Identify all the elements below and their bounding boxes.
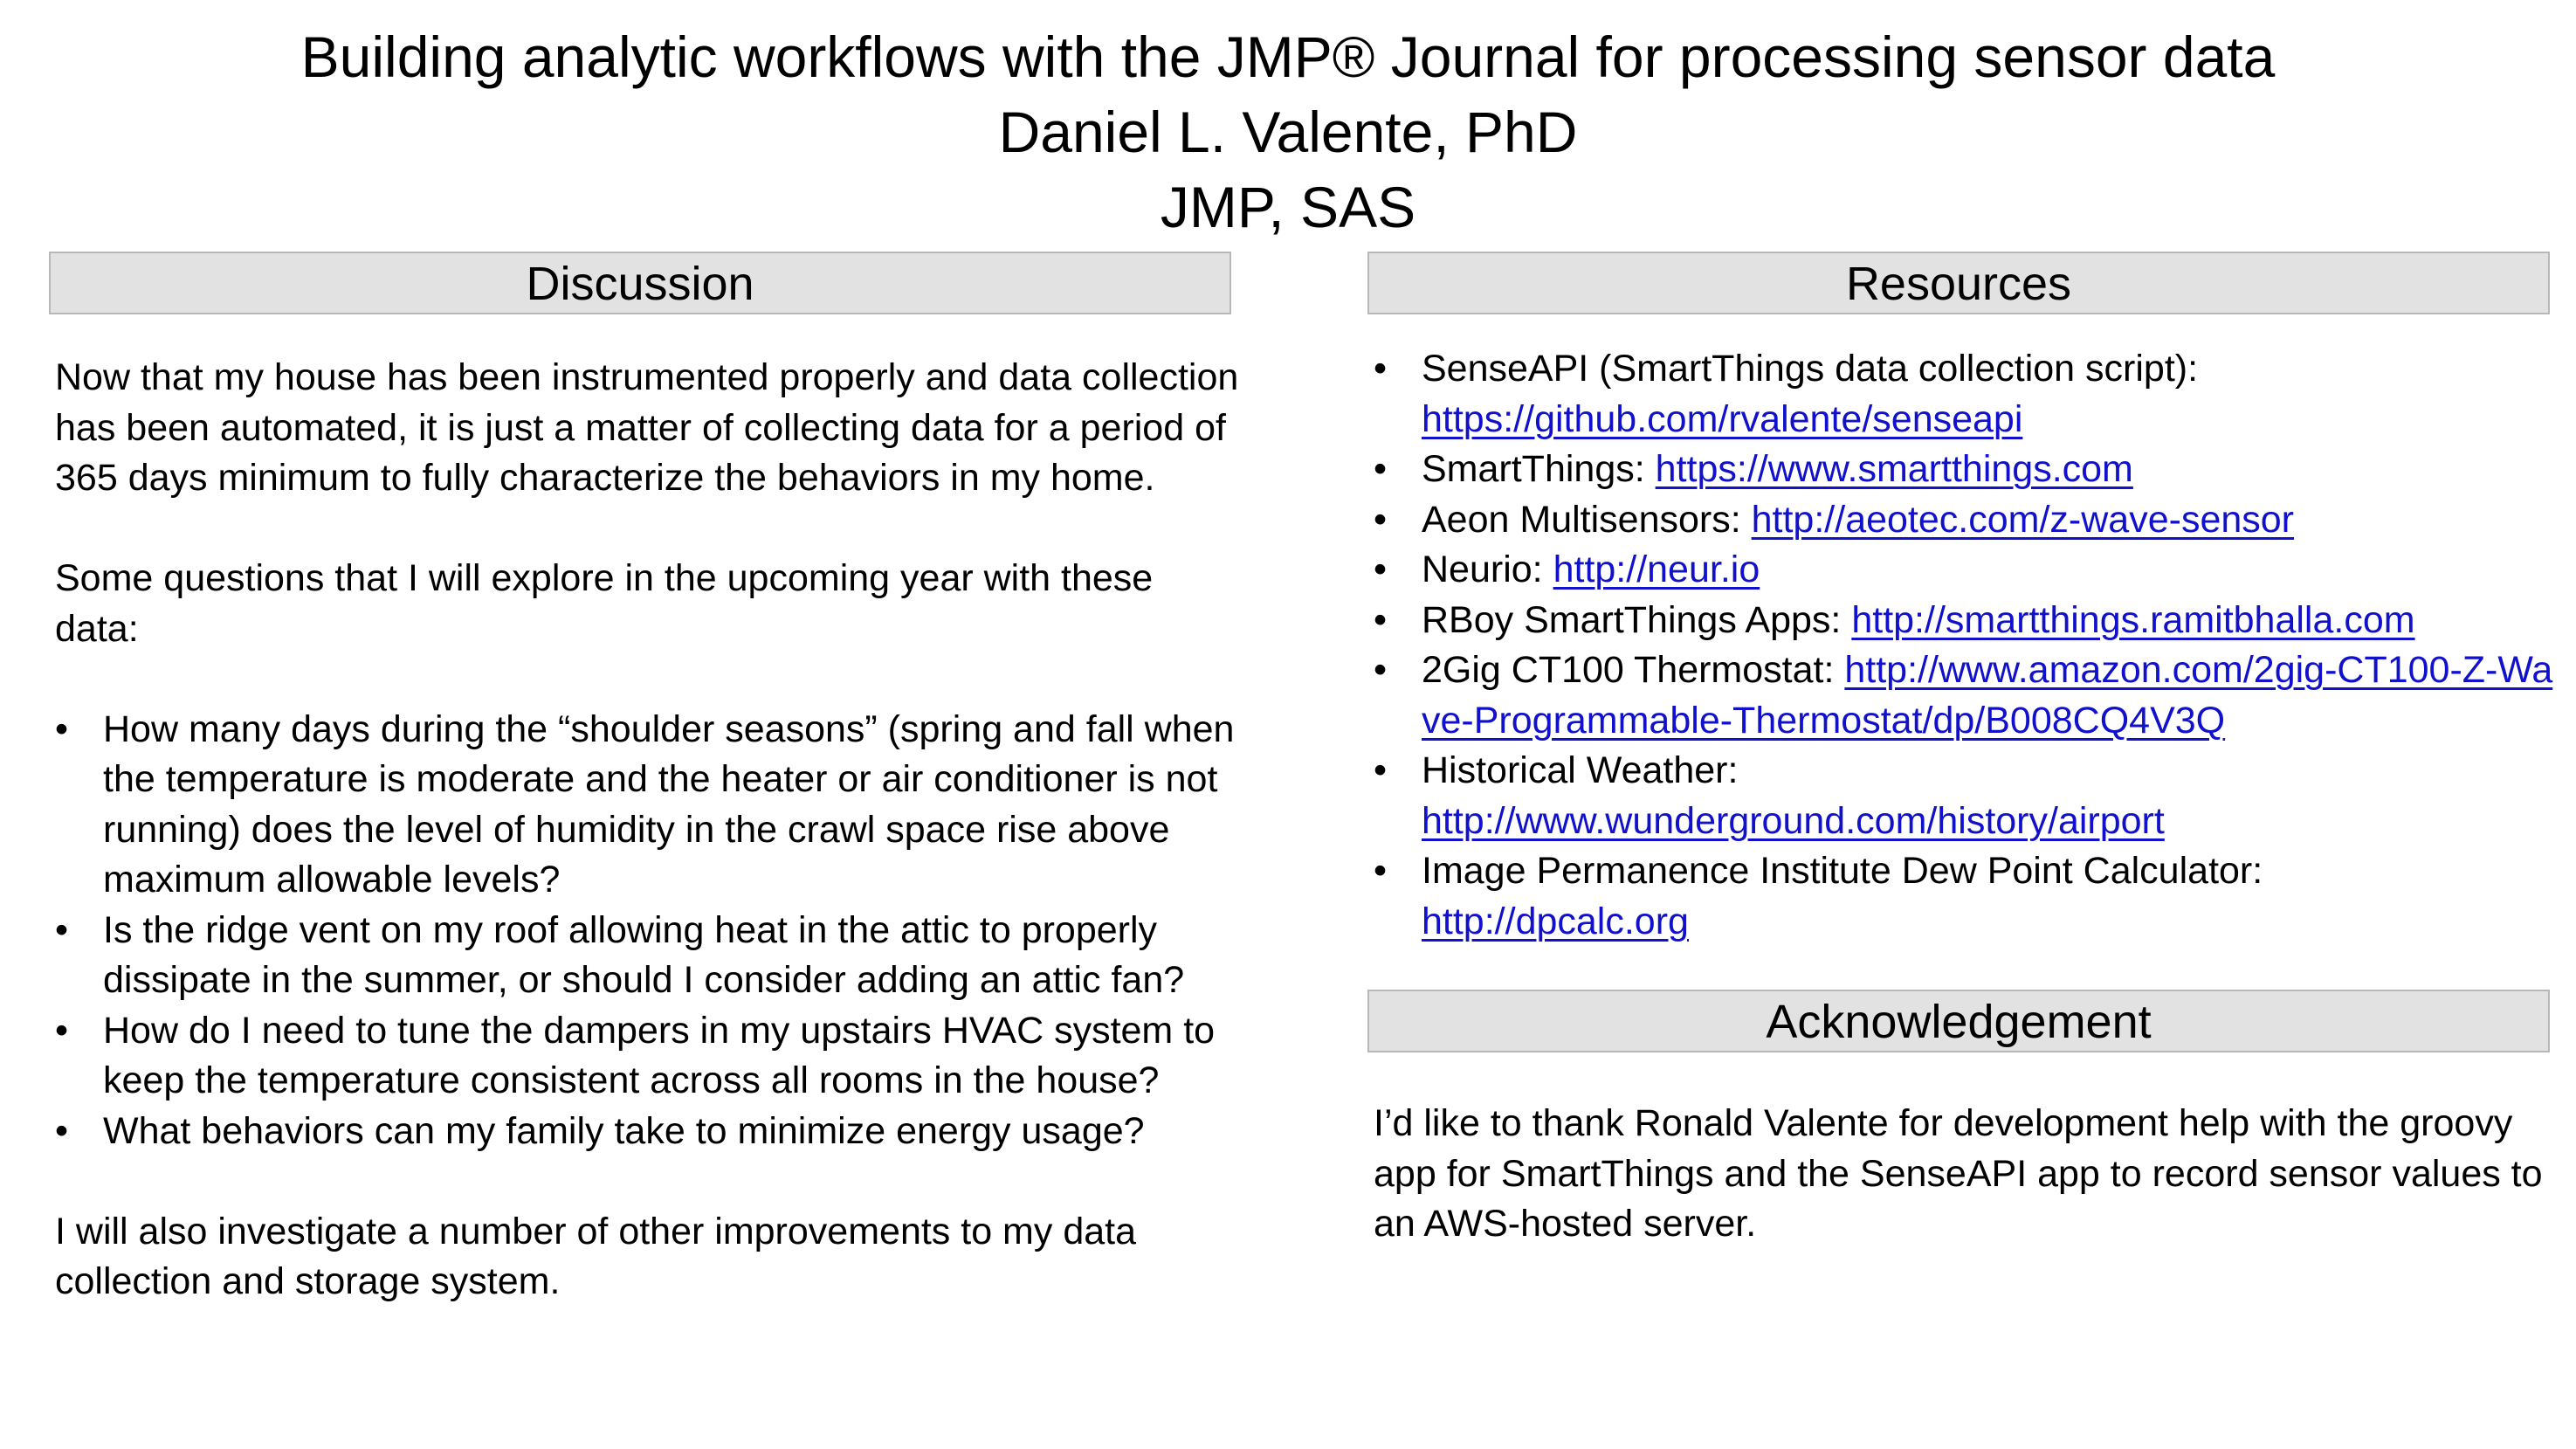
list-item: [1374, 344, 2561, 445]
resource-label: Aeon Multisensors:: [1422, 498, 1741, 541]
resource-link[interactable]: http://aeotec.com/z-wave-sensor: [1751, 498, 2295, 541]
list-item: [1374, 746, 2561, 846]
bullet-icon: •: [55, 908, 69, 951]
resource-link[interactable]: https://www.smartthings.com: [1655, 448, 2133, 490]
resource-label: Historical Weather:: [1422, 749, 1739, 791]
resource-label: SmartThings:: [1422, 448, 1645, 490]
resource-link[interactable]: http://www.wunderground.com/history/airport: [1422, 799, 2165, 842]
author-name: Daniel L. Valente, PhD: [998, 100, 1578, 164]
acknowledgement-heading: Acknowledgement: [1367, 990, 2550, 1052]
resource-link[interactable]: http://www.amazon.com/2gig-CT100-Z-Wave-Programmable-Thermostat/dp/B008CQ4V3Q: [1422, 649, 2553, 742]
discussion-body: [55, 353, 1243, 1308]
discussion-paragraph: I will also investigate a number of other improvements to my data collection and storage system.: [55, 1210, 1137, 1302]
bullet-icon: •: [55, 1009, 69, 1052]
poster-title: Building analytic workflows with the JMP® Journal for processing sensor data: [300, 24, 2276, 89]
bullet-icon: •: [1374, 549, 1388, 590]
paragraph-spacer: [55, 654, 1243, 705]
acknowledgement-text: I’d like to thank Ronald Valente for development help with the groovy app for SmartThings and the SenseAPI app to record sensor values to an AWS-hosted server.: [1374, 1102, 2543, 1245]
resource-label: Neurio:: [1422, 549, 1543, 590]
list-item: [55, 1107, 1243, 1157]
poster-header: [0, 19, 2576, 245]
question-text: How do I need to tune the dampers in my upstairs HVAC system to keep the temperature consistent across all rooms in the house?: [103, 1009, 1216, 1101]
resource-label: Image Permanence Institute Dew Point Calculator:: [1422, 850, 2263, 892]
affiliation: JMP, SAS: [1160, 175, 1416, 239]
bullet-icon: •: [1374, 598, 1388, 641]
bullet-icon: •: [1374, 348, 1388, 390]
resources-list: [1374, 344, 2561, 947]
list-item: [55, 906, 1243, 1006]
resource-link[interactable]: http://smartthings.ramitbhalla.com: [1851, 598, 2415, 641]
question-text: How many days during the “shoulder seasons” (spring and fall when the temperature is moderate and the heater or air conditioner is not running) does the level of humidity in the crawl space rise above maximum allowable levels?: [103, 707, 1235, 900]
list-item: [1374, 445, 2561, 495]
question-text: Is the ridge vent on my roof allowing heat in the attic to properly dissipate in the summer, or should I consider adding an attic fan?: [103, 908, 1185, 1001]
resource-label: 2Gig CT100 Thermostat:: [1422, 649, 1835, 691]
bullet-icon: •: [55, 1109, 69, 1152]
bullet-icon: •: [55, 707, 69, 750]
discussion-paragraph: Some questions that I will explore in the upcoming year with these data:: [55, 557, 1154, 650]
list-item: [1374, 645, 2561, 746]
paragraph-spacer: [55, 1156, 1243, 1207]
list-item: [55, 705, 1243, 906]
resource-link[interactable]: http://neur.io: [1553, 549, 1760, 590]
list-item: [1374, 495, 2561, 546]
bullet-icon: •: [1374, 649, 1388, 691]
questions-list: [55, 705, 1243, 1157]
list-item: [1374, 545, 2561, 596]
list-item: [1374, 596, 2561, 646]
list-item: [1374, 846, 2561, 947]
discussion-heading: Discussion: [49, 252, 1231, 314]
resource-label: SenseAPI (SmartThings data collection script):: [1422, 348, 2199, 390]
list-item: [55, 1006, 1243, 1107]
resource-link[interactable]: http://dpcalc.org: [1422, 900, 1689, 942]
discussion-paragraph: Now that my house has been instrumented properly and data collection has been automated, it is just a matter of collecting data for a period of 365 days minimum to fully characterize the behaviors in my home.: [55, 356, 1239, 499]
question-text: What behaviors can my family take to minimize energy usage?: [103, 1109, 1145, 1152]
bullet-icon: •: [1374, 749, 1388, 791]
resources-heading: Resources: [1367, 252, 2550, 314]
resource-link[interactable]: https://github.com/rvalente/senseapi: [1422, 397, 2023, 440]
bullet-icon: •: [1374, 850, 1388, 892]
bullet-icon: •: [1374, 498, 1388, 541]
bullet-icon: •: [1374, 448, 1388, 490]
resource-label: RBoy SmartThings Apps:: [1422, 598, 1842, 641]
paragraph-spacer: [55, 504, 1243, 555]
resources-body: [1374, 344, 2561, 947]
